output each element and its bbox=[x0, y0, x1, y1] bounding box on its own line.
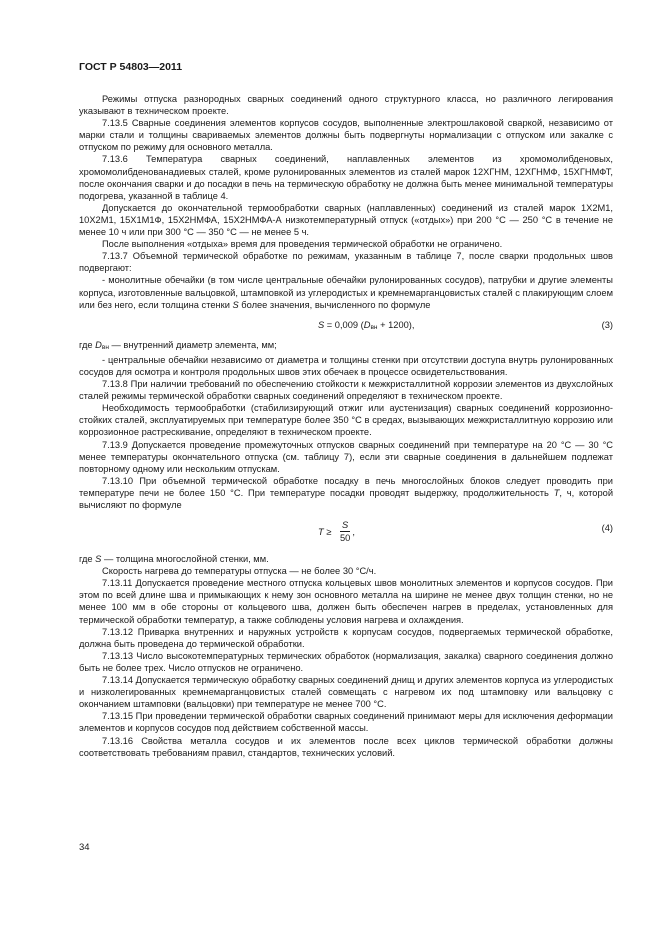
variable-d: D bbox=[95, 339, 102, 350]
fraction-denominator: 50 bbox=[339, 533, 351, 544]
list-item: - центральные обечайки независимо от диаметра и толщины стенки при отсутствии доступа внутрь рулонированных сосудов для осмотра и контроля продольных швов этих обечаек в процессе освидетельствования. bbox=[79, 354, 613, 377]
subscript: вн bbox=[370, 323, 378, 331]
paragraph-7-13-9: 7.13.9 Допускается проведение промежуточных отпусков сварных соединений при температуре на 20 °С — 30 °С менее температуры окончательного отпуска (см. таблицу 7), если эти сварные соединения в дальнейшем подлежат повторному одному или нескольким отпускам. bbox=[79, 439, 613, 474]
formula-expression bbox=[318, 519, 355, 544]
formula-3 bbox=[79, 319, 613, 331]
paragraph-7-13-16: 7.13.16 Свойства металла сосудов и их элементов после всех циклов термической обработки должны соответствовать требованиям правил, стандартов, технических условий. bbox=[79, 735, 613, 758]
paragraph: После выполнения «отдыха» время для проведения термической обработки не ограничено. bbox=[102, 239, 503, 250]
variable-s: S bbox=[95, 554, 102, 565]
formula-number: (3) bbox=[601, 319, 613, 330]
text-run: более значения, вычисленного по формуле bbox=[238, 299, 431, 310]
paragraph: Допускается до окончательной термообработки сварных (наплавленных) соединений из сталей марок 1Х2М1, 10Х2М1, 15Х1М1Ф, 15Х2НМФА, 15Х2НМФА-А низкотемпературный отпуск («отдых») при 200 °С — 250 °С в течение не менее 10 ч или при 300 °С — 350 °С — не менее 5 ч. bbox=[79, 202, 613, 238]
paragraph-7-13-8: 7.13.8 При наличии требований по обеспечению стойкости к межкристаллитной коррозии элементов из двухслойных сталей режимы термической обработки сварных соединений определяют в техническом проекте. bbox=[79, 379, 613, 402]
paragraph-7-13-15: 7.13.15 При проведении термической обработки сварных соединений принимают меры для исключения деформации элементов и корпусов сосудов под действием собственной массы. bbox=[79, 711, 613, 734]
document-body bbox=[79, 93, 613, 759]
paragraph-7-13-13: 7.13.13 Число высокотемпературных термических обработок (нормализация, закалка) сварного соединения должно быть не более трех. Число отпусков не ограничено. bbox=[79, 650, 613, 673]
text-run: — внутренний диаметр элемента, мм; bbox=[108, 339, 277, 350]
variable-t: Т bbox=[553, 487, 560, 498]
text-run: - монолитные обечайки (в том числе центральные обечайки рулонированных сосудов), патрубки и другие элементы корпуса, изготовленные вальцовкой, штамповкой из углеродистых и кремнемарганцовистых сталей с плакирующим слоем или без него, если толщина стенки bbox=[79, 275, 613, 310]
variable-s: S bbox=[232, 299, 239, 310]
document-header: ГОСТ Р 54803—2011 bbox=[79, 61, 183, 73]
variable-s: S bbox=[318, 319, 325, 330]
definition bbox=[79, 553, 613, 565]
formula-part: = 0,009 ( bbox=[324, 319, 364, 330]
paragraph-7-13-12: 7.13.12 Приварка внутренних и наружных устройств к корпусам сосудов, подвергаемых термической обработке, должна быть проведена до термической обработки. bbox=[79, 626, 613, 649]
formula-expression bbox=[318, 319, 414, 334]
paragraph-7-13-11: 7.13.11 Допускается проведение местного отпуска кольцевых швов монолитных элементов и корпусов сосудов. При этом по всей длине шва и примыкающих к нему зон основного металла на ширине не менее двух толщин стенки, но не менее 100 мм в обе стороны от кольцевого шва, должен быть обеспечен нагрев в пределах, установленных для термической обработки температур, а также соблюдены условия нагрева и охлаждения. bbox=[79, 578, 613, 625]
text-run: 7.13.10 При объемной термической обработке посадку в печь многослойных блоков следует проводить при температуре печи не более 150 °С. При температуре посадки проводят выдержку, продолжительность bbox=[79, 475, 613, 498]
list-item bbox=[79, 274, 613, 310]
subscript: вн bbox=[101, 343, 109, 351]
definition bbox=[79, 339, 613, 354]
paragraph: Режимы отпуска разнородных сварных соединений одного структурного класса, но различного легирования указывают в техническом проекте. bbox=[79, 94, 613, 117]
paragraph: Скорость нагрева до температуры отпуска — не более 30 °С/ч. bbox=[102, 566, 377, 577]
paragraph-7-13-14: 7.13.14 Допускается термическую обработку сварных соединений днищ и других элементов корпуса из углеродистых и низколегированных кремнемарганцовистых сталей совмещать с нагревом их под штамповку или вальцовку с окончанием штамповки (вальцовки) при температуре не менее 700 °С. bbox=[79, 675, 613, 710]
paragraph-7-13-10 bbox=[79, 475, 613, 511]
fraction bbox=[338, 519, 352, 544]
paragraph-7-13-6: 7.13.6 Температура сварных соединений, наплавленных элементов из хромомолибденовых, хромомолибденованадиевых сталей, кроме рулонированных элементов из сталей марок 12ХГНМ, 12ХГНМФ, 15ХГНМФТ, после окончания сварки и до посадки в печь на термическую обработку не должна быть менее минимальной температуры подогрева, указанной в таблице 4. bbox=[79, 154, 613, 201]
formula-part: + 1200), bbox=[377, 319, 415, 330]
formula-part: ≥ bbox=[323, 526, 334, 537]
fraction-numerator: S bbox=[342, 520, 349, 531]
text-run: , ч, которой вычисляют по формуле bbox=[79, 487, 614, 510]
variable-t: T bbox=[318, 526, 324, 537]
text-run: где bbox=[79, 554, 96, 565]
formula-number: (4) bbox=[601, 523, 613, 534]
paragraph: Необходимость термообработки (стабилизирующий отжиг или аустенизация) сварных соединений коррозионно-стойких сталей, эксплуатируемых при температуре более 350 °С в средах, вызывающих межкристаллитную коррозию или коррозионное растрескивание, определяют в техническом проекте. bbox=[79, 403, 613, 438]
paragraph-7-13-5: 7.13.5 Сварные соединения элементов корпусов сосудов, выполненные электрошлаковой сваркой, независимо от марки стали и толщины свариваемых элементов должны быть подвергнуты нормализации с отпуском или закалке с отпуском по режиму для основного металла. bbox=[79, 118, 613, 153]
page-number: 34 bbox=[79, 842, 90, 853]
paragraph-7-13-7: 7.13.7 Объемной термической обработке по режимам, указанным в таблице 7, после сварки продольных швов подвергают: bbox=[79, 251, 613, 274]
formula-4 bbox=[79, 519, 613, 549]
formula-part: , bbox=[352, 526, 355, 537]
text-run: — толщина многослойной стенки, мм. bbox=[101, 554, 269, 565]
variable-d: D bbox=[363, 319, 371, 330]
text-run: где bbox=[79, 339, 96, 350]
